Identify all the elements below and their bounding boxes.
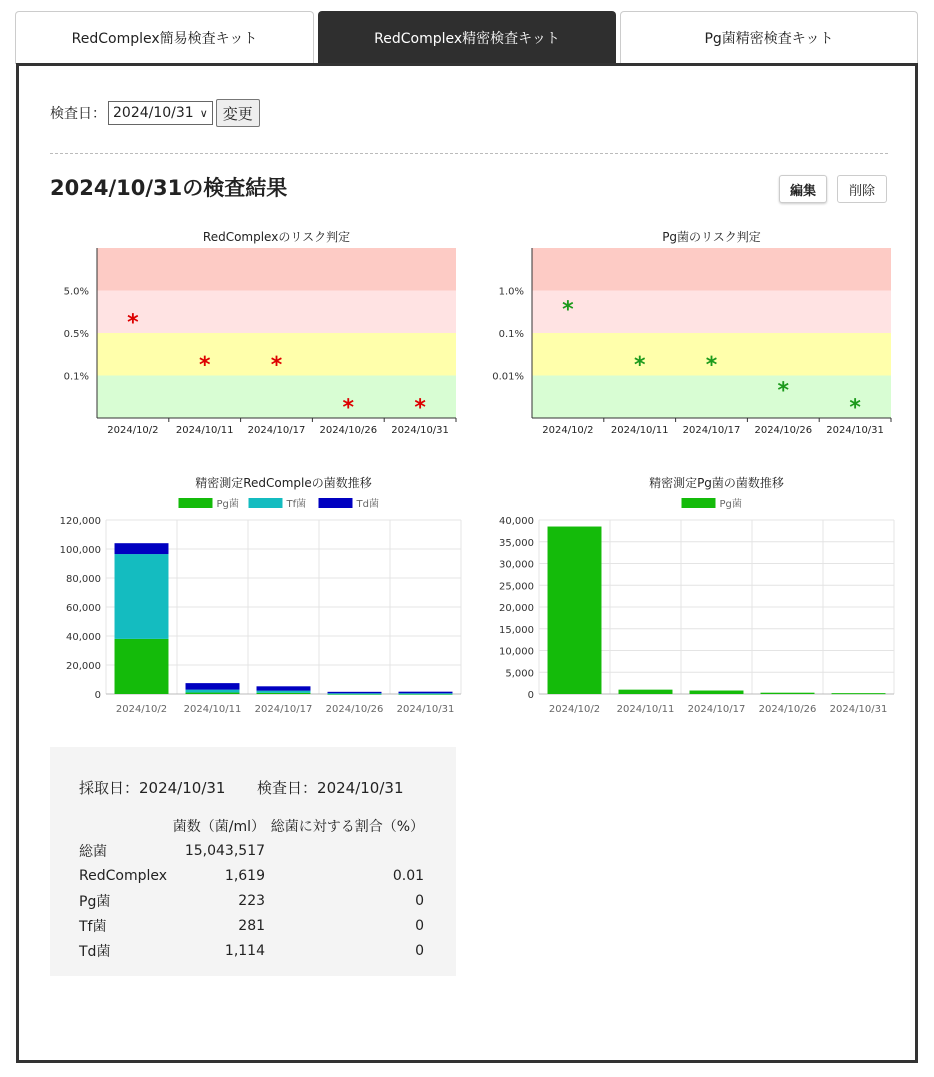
bar xyxy=(257,686,311,690)
chart-title: 精密測定Pg菌の菌数推移 xyxy=(649,476,784,490)
y-tick-label: 80,000 xyxy=(66,574,101,585)
risk-marker: * xyxy=(562,297,574,323)
y-tick-label: 100,000 xyxy=(59,545,101,556)
risk-marker: * xyxy=(633,352,646,378)
y-tick-label: 0 xyxy=(94,690,101,701)
pg-risk-chart xyxy=(484,226,894,436)
x-tick-label: 2024/10/17 xyxy=(247,425,306,436)
table-header: 総菌に対する割合（%） xyxy=(270,818,425,835)
bar xyxy=(115,543,169,554)
table-cell: Td菌 xyxy=(79,943,111,960)
risk-marker: * xyxy=(127,310,139,336)
risk-marker: * xyxy=(705,352,718,378)
bar xyxy=(115,639,169,694)
x-tick-label: 2024/10/11 xyxy=(610,425,669,436)
date-selector xyxy=(50,99,260,127)
table-cell: 223 xyxy=(238,892,266,909)
redcomplex-count-chart xyxy=(44,471,464,716)
y-tick-label: 35,000 xyxy=(499,537,534,549)
y-tick-label: 10,000 xyxy=(499,646,534,658)
test-date: 検査日：2024/10/31 xyxy=(257,779,404,797)
y-tick-label: 0 xyxy=(527,690,534,701)
pg-count-chart xyxy=(477,471,897,716)
risk-marker: * xyxy=(777,378,790,404)
table-cell: 15,043,517 xyxy=(184,842,266,859)
page-title: 2024/10/31の検査結果 xyxy=(50,176,288,200)
x-tick-label: 2024/10/2 xyxy=(542,425,594,436)
risk-zone-high xyxy=(532,248,891,291)
table-cell: 1,619 xyxy=(224,867,266,884)
table-cell: 0 xyxy=(415,942,425,959)
bar xyxy=(548,527,602,694)
y-tick-label: 15,000 xyxy=(499,624,534,636)
table-cell: 0.01 xyxy=(392,867,425,884)
x-tick-label: 2024/10/2 xyxy=(548,704,601,715)
y-tick-label: 30,000 xyxy=(499,559,534,571)
y-tick-label: 120,000 xyxy=(59,516,101,527)
legend-label: Pg菌 xyxy=(216,499,239,510)
table-row xyxy=(77,888,426,913)
edit-button[interactable]: 編集 xyxy=(779,175,827,203)
table-cell: 0 xyxy=(415,917,425,934)
chart-title: 精密測定RedCompleの菌数推移 xyxy=(195,476,372,490)
table-header xyxy=(77,813,169,838)
x-tick-label: 2024/10/31 xyxy=(391,425,449,436)
table-header-row xyxy=(77,813,426,838)
chart-title: Pg菌のリスク判定 xyxy=(662,230,761,244)
date-select-value: 2024/10/31 xyxy=(113,105,194,121)
y-tick-label: 40,000 xyxy=(66,632,101,643)
table-cell: 1,114 xyxy=(224,942,266,959)
risk-marker: * xyxy=(849,395,861,421)
risk-zone-safe xyxy=(97,376,456,419)
y-tick-label: 60,000 xyxy=(66,603,101,614)
x-tick-label: 2024/10/26 xyxy=(319,425,378,436)
table-row xyxy=(77,863,426,888)
risk-zone-safe xyxy=(532,376,891,419)
bar xyxy=(186,693,240,694)
x-tick-label: 2024/10/31 xyxy=(826,425,884,436)
x-tick-label: 2024/10/2 xyxy=(115,704,168,715)
y-tick-label: 0.1% xyxy=(63,371,89,383)
bar xyxy=(832,693,886,694)
date-label: 検査日： xyxy=(50,106,106,122)
x-tick-label: 2024/10/17 xyxy=(254,704,313,715)
change-button[interactable]: 変更 xyxy=(216,99,260,127)
y-tick-label: 40,000 xyxy=(499,516,534,527)
bar xyxy=(115,554,169,639)
risk-zone-mid xyxy=(532,291,891,334)
bar xyxy=(186,690,240,693)
x-tick-label: 2024/10/26 xyxy=(758,704,817,715)
y-tick-label: 0.5% xyxy=(63,329,89,340)
bar xyxy=(399,692,453,694)
table-row xyxy=(77,838,426,863)
table-row xyxy=(77,938,426,963)
summary-box xyxy=(50,747,456,976)
x-tick-label: 2024/10/17 xyxy=(682,425,741,436)
x-tick-label: 2024/10/31 xyxy=(396,704,455,715)
summary-dates xyxy=(79,777,404,798)
bar xyxy=(690,691,744,694)
table-cell: 総菌 xyxy=(79,843,107,860)
sample-date: 採取日：2024/10/31 xyxy=(79,779,226,797)
bar xyxy=(761,693,815,694)
summary-table xyxy=(77,813,426,963)
chart-title: RedComplexのリスク判定 xyxy=(202,230,351,244)
bar xyxy=(257,693,311,694)
bar xyxy=(619,690,673,694)
table-cell: RedComplex xyxy=(79,867,168,884)
tab-pg-precise[interactable]: Pg菌精密検査キット xyxy=(620,11,918,64)
legend-label: Tf菌 xyxy=(286,499,307,510)
risk-marker: * xyxy=(342,395,355,421)
y-tick-label: 20,000 xyxy=(499,603,534,614)
x-tick-label: 2024/10/26 xyxy=(325,704,384,715)
y-tick-label: 1.0% xyxy=(498,286,524,298)
x-tick-label: 2024/10/11 xyxy=(175,425,234,436)
table-cell xyxy=(267,838,426,863)
table-row xyxy=(77,913,426,938)
table-header: 菌数（菌/ml） xyxy=(172,818,266,835)
x-tick-label: 2024/10/26 xyxy=(754,425,813,436)
bar xyxy=(328,693,382,694)
bar xyxy=(399,693,453,694)
x-tick-label: 2024/10/11 xyxy=(616,704,675,715)
table-cell: 281 xyxy=(238,917,266,934)
bar xyxy=(186,683,240,690)
risk-marker: * xyxy=(414,395,426,421)
x-tick-label: 2024/10/31 xyxy=(829,704,888,715)
table-cell: Pg菌 xyxy=(79,893,111,910)
kit-tabs xyxy=(15,11,918,64)
delete-button[interactable]: 削除 xyxy=(837,175,887,203)
y-tick-label: 20,000 xyxy=(66,661,101,672)
legend-swatch xyxy=(249,498,283,508)
legend-swatch xyxy=(682,498,716,508)
legend-label: Td菌 xyxy=(356,499,379,510)
y-tick-label: 0.1% xyxy=(498,329,524,340)
x-tick-label: 2024/10/17 xyxy=(687,704,746,715)
table-cell: 0 xyxy=(415,892,425,909)
divider xyxy=(50,153,888,154)
bar xyxy=(257,691,311,693)
y-tick-label: 5,000 xyxy=(505,668,534,680)
tab-redcomplex-simple[interactable]: RedComplex簡易検査キット xyxy=(15,11,314,64)
legend-swatch xyxy=(319,498,353,508)
risk-zone-high xyxy=(97,248,456,291)
legend-swatch xyxy=(179,498,213,508)
tab-redcomplex-precise[interactable]: RedComplex精密検査キット xyxy=(318,11,616,64)
result-panel xyxy=(16,63,918,1063)
chevron-down-icon: ∨ xyxy=(199,106,208,120)
x-tick-label: 2024/10/11 xyxy=(183,704,242,715)
table-cell: Tf菌 xyxy=(79,918,107,935)
date-select[interactable] xyxy=(108,101,213,125)
legend-label: Pg菌 xyxy=(719,499,742,510)
bar xyxy=(328,692,382,693)
risk-marker: * xyxy=(270,352,283,378)
y-tick-label: 25,000 xyxy=(499,581,534,593)
x-tick-label: 2024/10/2 xyxy=(107,425,159,436)
risk-marker: * xyxy=(198,352,211,378)
redcomplex-risk-chart xyxy=(49,226,459,436)
risk-zone-mid xyxy=(97,291,456,334)
y-tick-label: 5.0% xyxy=(63,286,89,298)
y-tick-label: 0.01% xyxy=(492,371,524,383)
